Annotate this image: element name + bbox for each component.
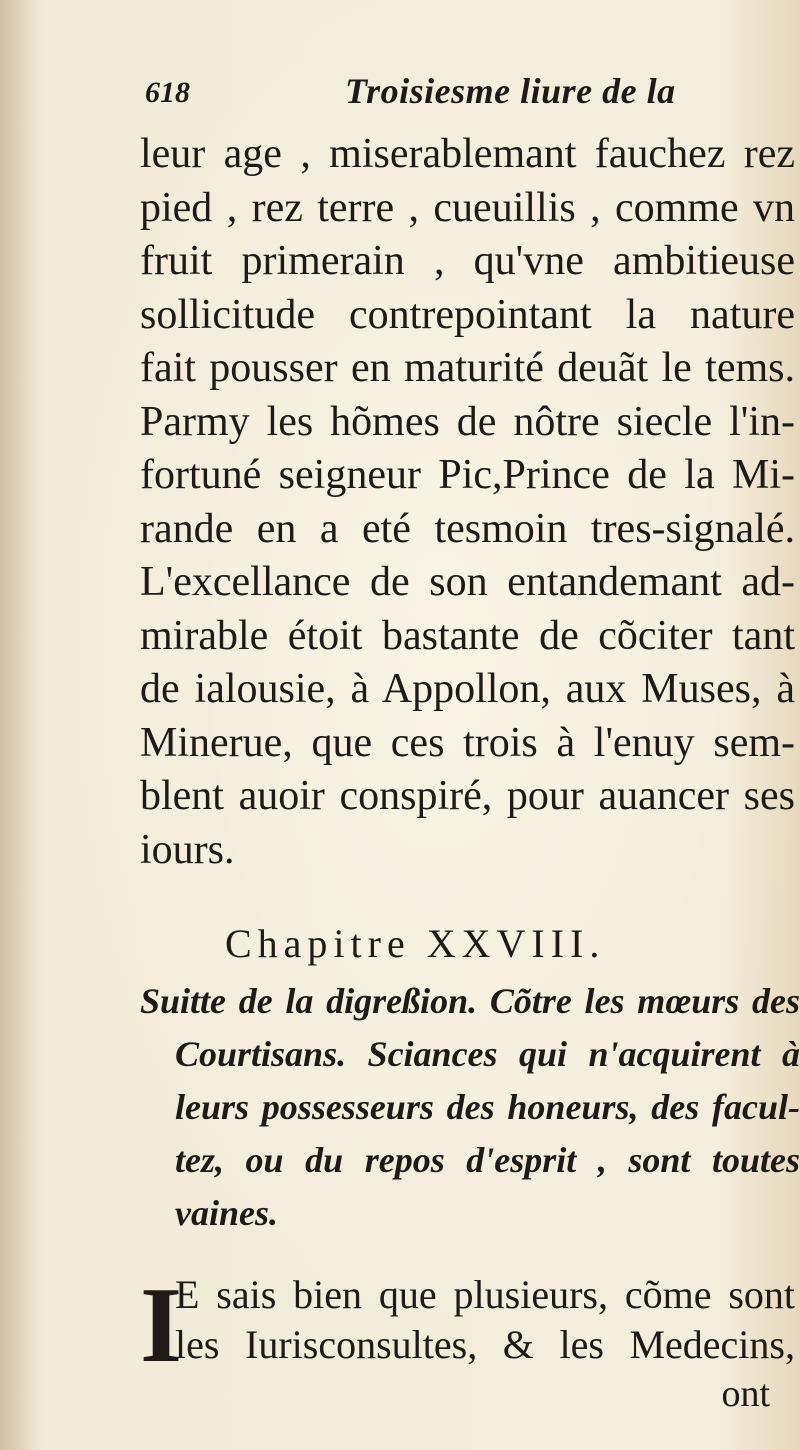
running-title: Troisiesme liure de la	[345, 71, 676, 111]
text-line: L'excellance de son entandemant ad-	[140, 559, 795, 605]
summary-line: vaines.	[175, 1193, 278, 1233]
text-line: de ialousie, à Appollon, aux Muses, à	[140, 666, 795, 712]
drop-cap: I	[140, 1266, 183, 1385]
text-line: les Iurisconsultes, & les Medecins,	[175, 1322, 795, 1367]
chapter-opening	[140, 1266, 795, 1385]
body-text	[140, 128, 795, 877]
page-number: 618	[145, 76, 190, 109]
text-line: fruit primerain , qu'vne ambitieuse	[140, 238, 795, 284]
chapter-heading: Chapitre XXVIII.	[225, 921, 606, 966]
gutter-shadow	[0, 0, 40, 1450]
text-line: Minerue, que ces trois à l'enuy sem-	[140, 719, 795, 766]
summary-line: Courtisans. Sciances qui n'acquirent à	[175, 1034, 800, 1074]
text-line: blent auoir conspiré, pour auancer ses	[140, 773, 795, 819]
text-line: mirable étoit bastante de cõciter tant	[140, 612, 795, 659]
text-line: fortuné seigneur Pic,Prince de la Mi-	[140, 452, 795, 498]
text-line: E sais bien que plusieurs, cõme sont	[175, 1272, 795, 1317]
text-line: leur age , miserablemant fauchez rez	[140, 131, 795, 177]
catchword: ont	[721, 1373, 770, 1415]
text-line: Parmy les hõmes de nôtre siecle l'in-	[140, 398, 795, 445]
text-line: rande en a eté tesmoin tres-signalé.	[140, 505, 795, 552]
text-line: fait pousser en maturité deuãt le tems.	[140, 345, 795, 391]
summary-line: leurs possesseurs des honeurs, des facul-	[175, 1087, 800, 1127]
chapter-summary	[140, 975, 800, 1240]
summary-line: Suitte de la digreßion. Cõtre les mœurs des	[140, 981, 800, 1021]
text-line: iours.	[140, 826, 235, 873]
text-line: sollicitude contrepointant la nature	[140, 291, 795, 338]
page-header	[145, 70, 705, 120]
summary-line: tez, ou du repos d'esprit , sont toutes	[175, 1140, 800, 1180]
text-line: pied , rez terre , cueuillis , comme vn	[140, 184, 795, 231]
